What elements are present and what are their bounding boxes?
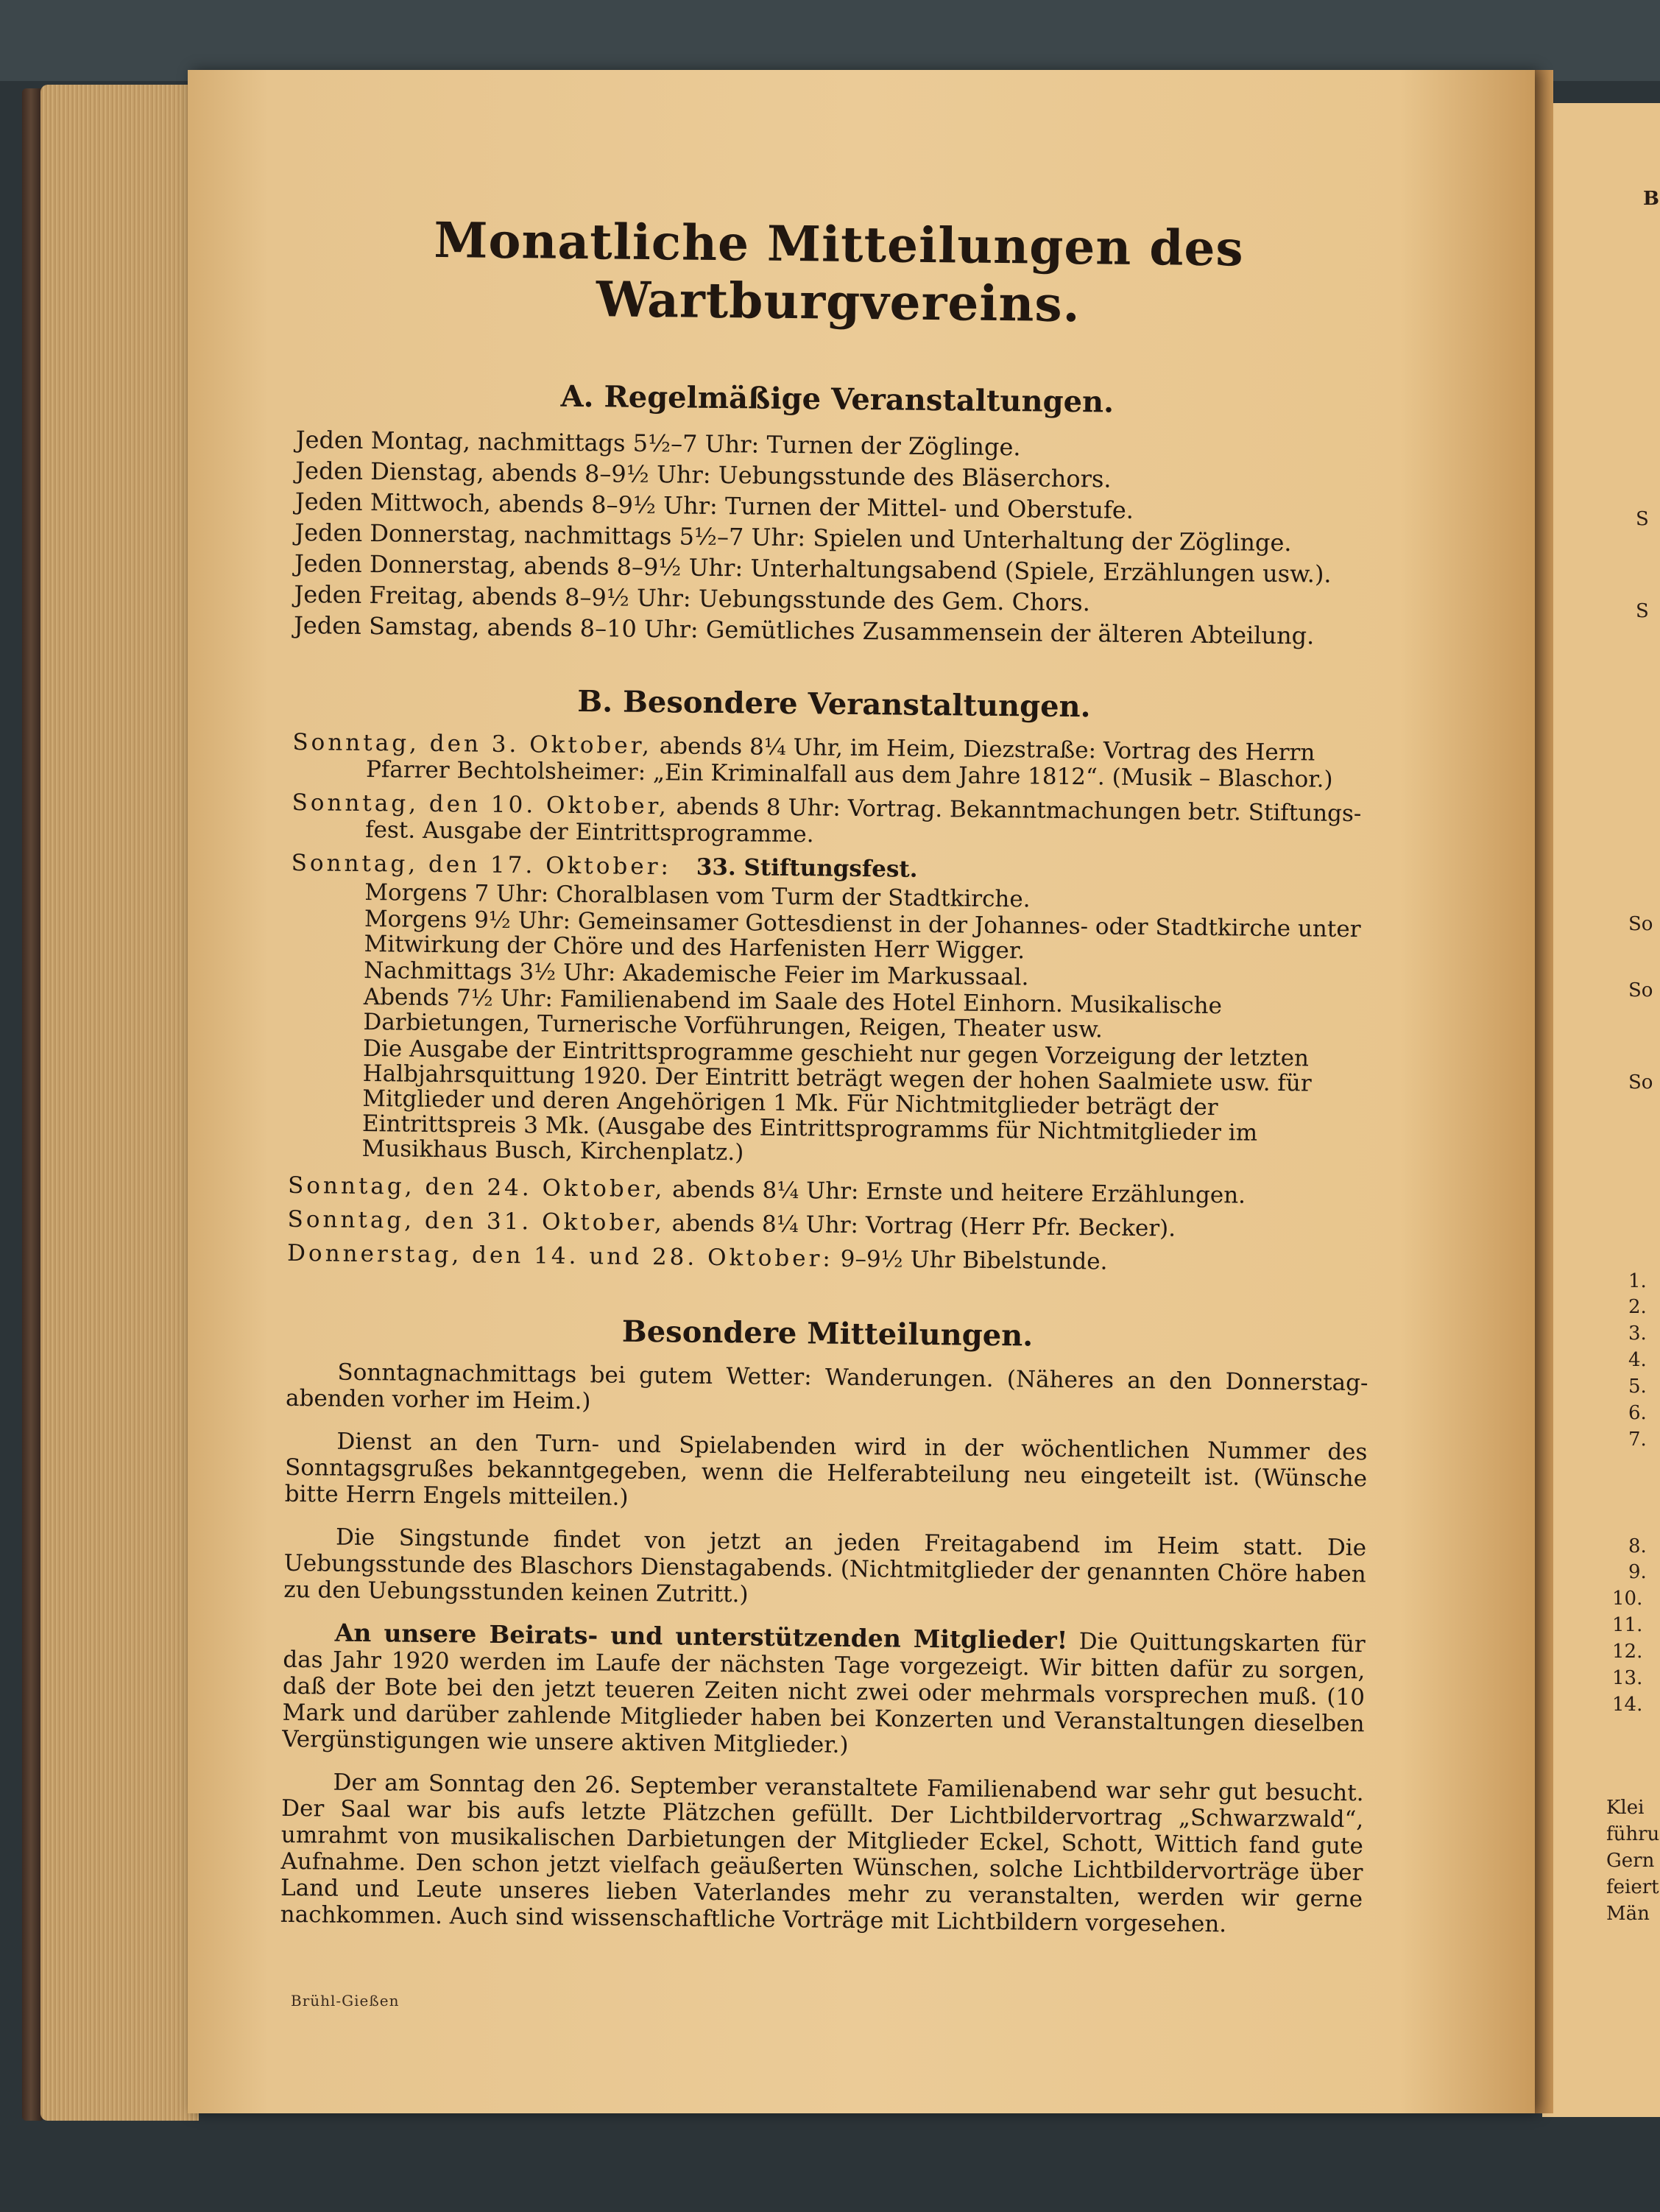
page-title: Monatliche Mitteilungen des Wartburgvereins. bbox=[434, 211, 1245, 334]
notice-bold-lead: An unsere Beirats- und unterstützenden Mitglieder! bbox=[334, 1618, 1068, 1655]
facing-page-number: 5. bbox=[1628, 1376, 1647, 1398]
facing-page-fragment: S bbox=[1636, 600, 1649, 622]
schedule-line: Jeden Montag, nachmittags 5½–7 Uhr: Turnen der Zöglinge. bbox=[295, 425, 1021, 462]
event-text: 9–9½ Uhr Bibelstunde. bbox=[840, 1245, 1108, 1275]
event-text: abends 8 Uhr: Vortrag. Bekanntmachungen betr. Stiftungs- bbox=[676, 793, 1362, 828]
facing-page-fragment: führu bbox=[1606, 1823, 1660, 1845]
festival-item: Die Ausgabe der Eintrittsprogramme geschieht nur gegen Vorzeigung der letzten Halbjahrsquittung 1920. Der Eintritt beträgt wegen der hohen Saalmiete usw. für Mitglieder und deren Angehörigen 1 Mk. Für Nichtmitglieder beträgt der Eintrittspreis 3 Mk. (Ausgabe des Eintrittsprogramms für Nichtmitglieder im Musikhaus Busch, Kirchenplatz.) bbox=[361, 1035, 1312, 1166]
notice-text: Die Singstunde findet von jetzt an jeden Freitagabend im Heim statt. Die Uebungsstunde des Blaschors Dienstagabends. (Nichtmitglieder der genannten Chöre haben zu den Uebungsstunden keinen Zutritt.) bbox=[283, 1524, 1367, 1608]
schedule-line: Jeden Donnerstag, nachmittags 5½–7 Uhr: Spielen und Unterhaltung der Zöglinge. bbox=[294, 518, 1292, 557]
schedule-line: Jeden Freitag, abends 8–9½ Uhr: Uebungsstunde des Gem. Chors. bbox=[294, 580, 1091, 617]
facing-page-number: 11. bbox=[1612, 1614, 1643, 1636]
event-entry bbox=[292, 729, 1375, 793]
event-text: abends 8¼ Uhr: Ernste und heitere Erzählungen. bbox=[672, 1176, 1246, 1209]
facing-page-number: 7. bbox=[1628, 1429, 1647, 1451]
event-entry bbox=[288, 1172, 1370, 1210]
section-heading-regular: A. Regelmäßige Veranstaltungen. bbox=[560, 378, 1115, 420]
event-text: abends 8¼ Uhr, im Heim, Diezstraße: Vortrag des Herrn bbox=[659, 733, 1315, 767]
event-date: Sonntag, den 31. Oktober, bbox=[287, 1205, 665, 1237]
event-text: abends 8¼ Uhr: Vortrag (Herr Pfr. Becker). bbox=[671, 1210, 1176, 1242]
page-edges bbox=[40, 85, 199, 2121]
facing-page-number: 6. bbox=[1628, 1402, 1647, 1424]
festival-item: Nachmittags 3½ Uhr: Akademische Feier im Markussaal. bbox=[363, 957, 1029, 991]
page-content bbox=[280, 210, 1380, 1955]
schedule-line: Jeden Samstag, abends 8–10 Uhr: Gemütliches Zusammensein der älteren Abteilung. bbox=[293, 610, 1315, 650]
event-date: Sonntag, den 24. Oktober, bbox=[287, 1172, 665, 1203]
notice-text: Dienst an den Turn- und Spielabenden wird in der wöchentlichen Nummer des Sonntagsgrußes bekanntgegeben, wenn die Helferabteilung neu eingeteilt ist. (Wünsche bitte Herrn Engels mitteilen.) bbox=[284, 1428, 1368, 1511]
facing-page-number: 13. bbox=[1612, 1667, 1643, 1689]
facing-page-number: 12. bbox=[1612, 1641, 1643, 1663]
background-top bbox=[0, 0, 1660, 81]
schedule-line: Jeden Dienstag, abends 8–9½ Uhr: Uebungsstunde des Bläserchors. bbox=[295, 456, 1112, 493]
facing-page-fragment: So bbox=[1628, 979, 1653, 1001]
event-entry bbox=[287, 1206, 1369, 1244]
facing-page-fragment: B bbox=[1643, 188, 1659, 210]
event-entry bbox=[287, 1240, 1369, 1278]
event-date: Sonntag, den 3. Oktober, bbox=[292, 728, 653, 760]
notice-text: Sonntagnachmittags bei gutem Wetter: Wanderungen. (Näheres an den Donnerstag-abenden vorher im Heim.) bbox=[285, 1359, 1368, 1415]
facing-page-number: 3. bbox=[1628, 1322, 1647, 1345]
facing-page-number: 8. bbox=[1628, 1535, 1647, 1557]
facing-page-number: 4. bbox=[1628, 1349, 1647, 1371]
facing-page-number: 10. bbox=[1612, 1588, 1643, 1610]
notice-paragraph bbox=[280, 1769, 1364, 1939]
facing-page-number: 1. bbox=[1628, 1270, 1647, 1292]
event-text-cont: fest. Ausgabe der Eintrittsprogramme. bbox=[364, 817, 814, 848]
facing-page-fragment: S bbox=[1636, 508, 1649, 530]
festival-item: Abends 7½ Uhr: Familienabend im Saale des Hotel Einhorn. Musikalische Darbietungen, Turnerische Vorführungen, Reigen, Theater usw. bbox=[363, 983, 1223, 1043]
notice-text: Der am Sonntag den 26. September veranstaltete Familienabend war sehr gut besucht. Der Saal war bis aufs letzte Plätzchen gefüllt. Der Lichtbildervortrag „Schwarzwald“, umrahmt von musikalischen Darbietungen der Mitglieder Eckel, Schott, Wittich fand gute Aufnahme. Den schon jetzt vielfach geäußerten Wünschen, solche Lichtbildervorträge über Land und Leute unseres lieben Vaterlandes mehr zu veranstalten, werden wir gerne nachkommen. Auch sind wissenschaftliche Vorträge mit Lichtbildern vorgesehen. bbox=[280, 1769, 1364, 1938]
facing-page-fragment: Män bbox=[1606, 1903, 1650, 1925]
notice-paragraph bbox=[282, 1619, 1366, 1764]
notice-paragraph bbox=[285, 1428, 1368, 1518]
festival-item: Morgens 7 Uhr: Choralblasen vom Turm der Stadtkirche. bbox=[364, 878, 1031, 913]
notice-paragraph bbox=[283, 1524, 1366, 1614]
notice-text: Die Quittungskarten für das Jahr 1920 werden im Laufe der nächsten Tage vorgezeigt. Wir bitten dafür zu sorgen, daß der Bote bei den jetzt teueren Zeiten nicht zwei oder mehrmals vorsprechen muß. (10 Mark und darüber zahlende Mitglieder haben bei Konzerten und Veranstaltungen dieselben Vergünstigungen wie unsere aktiven Mitglieder.) bbox=[282, 1628, 1366, 1758]
festival-item: Morgens 9½ Uhr: Gemeinsamer Gottesdienst in der Johannes- oder Stadtkirche unter Mitwirkung der Chöre und des Harfenisten Herr Wigger. bbox=[364, 905, 1361, 965]
facing-page-number: 9. bbox=[1628, 1561, 1647, 1583]
facing-page-fragment: So bbox=[1628, 1071, 1653, 1093]
facing-page-fragment: Klei bbox=[1606, 1797, 1645, 1819]
facing-page-fragment: Gern bbox=[1606, 1850, 1655, 1872]
event-entry bbox=[292, 789, 1374, 853]
section-heading-notices: Besondere Mitteilungen. bbox=[621, 1314, 1034, 1353]
section-heading-special: B. Besondere Veranstaltungen. bbox=[577, 684, 1091, 725]
facing-page-fragment: So bbox=[1628, 913, 1653, 935]
facing-page-number: 2. bbox=[1628, 1296, 1647, 1318]
event-date: Sonntag, den 17. Oktober: bbox=[291, 849, 672, 881]
facing-page-fragment: feiert bbox=[1606, 1876, 1659, 1898]
printer-mark: Brühl-Gießen bbox=[291, 1992, 400, 2010]
event-text-cont: Pfarrer Bechtolsheimer: „Ein Kriminalfall aus dem Jahre 1812“. (Musik – Blaschor.) bbox=[365, 756, 1333, 793]
notice-paragraph bbox=[286, 1359, 1368, 1423]
schedule-line: Jeden Mittwoch, abends 8–9½ Uhr: Turnen der Mittel- und Oberstufe. bbox=[294, 487, 1134, 524]
event-date: Donnerstag, den 14. und 28. Oktober: bbox=[286, 1239, 834, 1272]
event-highlight: 33. Stiftungsfest. bbox=[696, 853, 918, 883]
event-date: Sonntag, den 10. Oktober, bbox=[292, 789, 669, 820]
facing-page-number: 14. bbox=[1612, 1694, 1643, 1716]
schedule-line: Jeden Donnerstag, abends 8–9½ Uhr: Unterhaltungsabend (Spiele, Erzählungen usw.). bbox=[294, 549, 1332, 588]
